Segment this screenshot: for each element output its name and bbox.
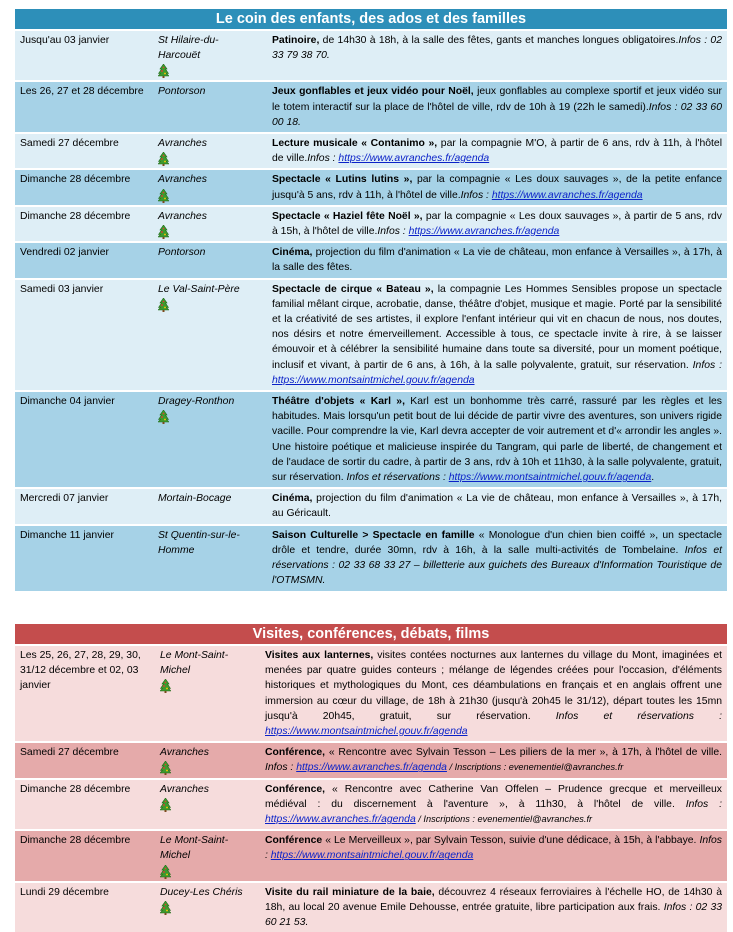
event-location: Dragey-Ronthon bbox=[153, 391, 264, 488]
event-description bbox=[260, 882, 727, 932]
event-title: Conférence, bbox=[265, 747, 326, 759]
event-title: Spectacle « Haziel fête Noël », bbox=[272, 210, 423, 222]
event-description bbox=[260, 830, 727, 881]
event-text: découvrez 4 réseaux ferroviaires à l'échelle HO, de 14h30 à 18h, au local 20 avenue Emile Dehousse, entrée gratuite, libre participation aux frais. bbox=[265, 886, 722, 913]
christmas-tree-icon bbox=[160, 901, 171, 915]
event-description bbox=[260, 742, 727, 778]
event-location: St Hilaire-du-Harcouët bbox=[153, 30, 264, 81]
event-text: Karl est un bonhomme très carré, rassuré par les règles et les habitudes. Mais lorsqu'un petit bout de lui décide de partir vivre des aventures, son univers rigide vacille. Pour comprendre la vie, Karl devra accepter de voir autrement et d'« arrondir les angles ». Une histoire poétique et malicieuse inspirée du Tangram, qui parle de liberté, de changement et de l'audace de sortir du cadre, à partir de 3 ans, rdv à 10h et 11h30, à la salle polyvalente, gratuit, sur réservation. bbox=[272, 396, 722, 484]
event-link[interactable]: https://www.montsaintmichel.gouv.fr/agenda bbox=[270, 850, 474, 862]
event-date: Les 26, 27 et 28 décembre bbox=[15, 81, 153, 133]
event-row bbox=[15, 742, 727, 778]
event-title: Visites aux lanternes, bbox=[265, 650, 374, 661]
event-date: Samedi 27 décembre bbox=[15, 133, 153, 169]
event-description bbox=[260, 645, 727, 742]
event-date: Les 25, 26, 27, 28, 29, 30, 31/12 décembre et 02, 03 janvier bbox=[15, 645, 155, 742]
event-row bbox=[15, 882, 727, 932]
event-date: Dimanche 28 décembre bbox=[15, 206, 153, 242]
event-description bbox=[260, 779, 727, 831]
event-row bbox=[15, 830, 727, 881]
event-date: Dimanche 28 décembre bbox=[15, 779, 155, 831]
event-link[interactable]: https://www.avranches.fr/agenda bbox=[265, 814, 416, 826]
christmas-tree-icon bbox=[158, 298, 169, 312]
christmas-tree-icon bbox=[158, 189, 169, 203]
event-link[interactable]: https://www.montsaintmichel.gouv.fr/agenda bbox=[448, 472, 652, 484]
event-registration: / Inscriptions : evenementiel@avranches.fr bbox=[446, 762, 624, 773]
event-info: Infos et réservations : 02 33 68 33 27 – billetterie aux guichets des Bureaux d'Information Touristique de l'OTMSMN. bbox=[272, 544, 722, 587]
event-description bbox=[264, 81, 727, 133]
event-date: Samedi 03 janvier bbox=[15, 279, 153, 391]
event-row bbox=[15, 391, 727, 488]
visits-events-table bbox=[15, 644, 727, 932]
event-location: Avranches bbox=[153, 206, 264, 242]
event-location: Avranches bbox=[155, 779, 260, 831]
event-link[interactable]: https://www.montsaintmichel.gouv.fr/agenda bbox=[272, 374, 475, 386]
event-link[interactable]: https://www.avranches.fr/agenda bbox=[296, 762, 447, 774]
event-description bbox=[264, 133, 727, 169]
event-title: Patinoire, bbox=[272, 35, 320, 46]
event-location: Mortain-Bocage bbox=[153, 488, 264, 524]
event-text: « Rencontre avec Sylvain Tesson – Les piliers de la mer », à 17h, à l'hôtel de ville. bbox=[325, 747, 722, 759]
event-title: Conférence bbox=[265, 835, 323, 847]
event-description bbox=[264, 279, 727, 391]
event-row bbox=[15, 242, 727, 278]
christmas-tree-icon bbox=[160, 798, 171, 812]
event-title: Saison Culturelle > Spectacle en famille bbox=[272, 529, 475, 541]
event-info: Infos : bbox=[265, 835, 722, 862]
event-text: par la compagnie M'O, à partir de 6 ans, rdv à 11h, à l'hôtel de ville. bbox=[272, 138, 722, 165]
christmas-tree-icon bbox=[158, 410, 169, 424]
event-title: Conférence, bbox=[265, 783, 326, 795]
event-row bbox=[15, 779, 727, 831]
event-link[interactable]: https://www.avranches.fr/agenda bbox=[338, 153, 490, 165]
event-info: Infos et réservations : bbox=[343, 472, 449, 484]
event-info: Infos : bbox=[460, 189, 492, 201]
event-location: Le Val-Saint-Père bbox=[153, 279, 264, 391]
event-row bbox=[15, 30, 727, 81]
event-info: Infos : 02 33 60 21 53. bbox=[265, 901, 722, 929]
event-row bbox=[15, 645, 727, 742]
event-info: Infos : 02 33 60 00 18. bbox=[272, 101, 722, 128]
event-row bbox=[15, 169, 727, 205]
event-date: Dimanche 04 janvier bbox=[15, 391, 153, 488]
event-date: Dimanche 28 décembre bbox=[15, 830, 155, 881]
event-description: Théâtre d'objets « Karl », Karl est un bonhomme très carré, rassuré par les règles et les habitudes. Mais lorsqu'un petit bout de lui décide de partir vivre des aventures, son univers rigide vacille. Pour comprendre la vie, Karl devra accepter de voir autrement et d'« arrondir les angles ». Une histoire poétique et malicieuse inspirée du Tangram, qui parle de liberté, de changement et de l'audace de sortir du cadre, à partir de 3 ans, rdv à 10h et 11h30, à la salle polyvalente, gratuit, sur réservation. Infos et réservations : https://www.montsaintmichel.gouv.fr/agenda. bbox=[264, 391, 727, 488]
event-title: Visite du rail miniature de la baie, bbox=[265, 886, 435, 898]
event-row bbox=[15, 206, 727, 242]
kids-section bbox=[15, 9, 727, 591]
christmas-tree-icon bbox=[160, 865, 171, 879]
event-date: Dimanche 11 janvier bbox=[15, 525, 153, 591]
event-row bbox=[15, 81, 727, 133]
event-link[interactable]: https://www.avranches.fr/agenda bbox=[408, 226, 560, 238]
event-text: par la compagnie « Les doux sauvages », à partir de 5 ans, rdv à 15h, à l'hôtel de ville. bbox=[272, 210, 723, 238]
event-text: projection du film d'animation « La vie de château, mon enfance à Versailles », à 17h, à la salle des fêtes. bbox=[272, 247, 722, 274]
event-title: Cinéma, bbox=[272, 493, 313, 505]
event-text: « Monologue d'un chien bien coiffé », un spectacle drôle et tendre, durée 30mn, rdv à 16h, à la salle multi-activités de Tombelaine. bbox=[272, 529, 723, 556]
event-info: Infos : bbox=[377, 226, 409, 238]
christmas-tree-icon bbox=[160, 679, 171, 693]
event-row bbox=[15, 133, 727, 169]
event-title: Spectacle de cirque « Bateau », bbox=[272, 283, 434, 295]
event-description bbox=[264, 30, 727, 81]
event-info: Infos : bbox=[674, 798, 723, 810]
event-row bbox=[15, 279, 727, 391]
christmas-tree-icon bbox=[160, 761, 171, 775]
christmas-tree-icon bbox=[158, 64, 169, 78]
event-date: Jusqu'au 03 janvier bbox=[15, 30, 153, 81]
event-location: Avranches bbox=[153, 169, 264, 205]
event-title: Spectacle « Lutins lutins », bbox=[272, 174, 413, 186]
christmas-tree-icon bbox=[158, 152, 169, 166]
visits-section bbox=[15, 624, 727, 932]
event-location: St Quentin-sur-le-Homme bbox=[153, 525, 264, 591]
event-text: projection du film d'animation « La vie de château, mon enfance à Versailles », à 17h, au Géricault. bbox=[272, 493, 722, 520]
event-info: Infos et réservations : bbox=[530, 710, 722, 722]
event-text: jeux gonflables au complexe sportif et jeux vidéo sur le totem interactif sur la place de l'hôtel de ville, rdv de 10h à 19 (22h le samedi). bbox=[272, 86, 722, 113]
event-location: Le Mont-Saint-Michel bbox=[155, 645, 260, 742]
event-date: Samedi 27 décembre bbox=[15, 742, 155, 778]
event-date: Mercredi 07 janvier bbox=[15, 488, 153, 524]
event-location: Pontorson bbox=[153, 81, 264, 133]
event-registration: / Inscriptions : evenementiel@avranches.fr bbox=[415, 814, 593, 825]
event-location: Pontorson bbox=[153, 242, 264, 278]
event-text: de 14h30 à 18h, à la salle des fêtes, gants et manches longues obligatoires. bbox=[319, 35, 679, 46]
event-text: par la compagnie « Les doux sauvages », de la petite enfance jusqu'à 5 ans, rdv à 11h, à l'hôtel de ville. bbox=[272, 174, 723, 201]
event-date: Dimanche 28 décembre bbox=[15, 169, 153, 205]
event-location: Avranches bbox=[155, 742, 260, 778]
event-location: Le Mont-Saint-Michel bbox=[155, 830, 260, 881]
event-location: Ducey-Les Chéris bbox=[155, 882, 260, 932]
event-text: la compagnie Les Hommes Sensibles propose un spectacle familial mêlant cirque, acrobatie, danse, théâtre d'objet, musique et magie. Porté par la sensibilité et la créativité de ses artistes, il explore l'enfant intérieur qui vit en chacun de nous, nos doutes, nos désirs et notre émerveillement. Accessible à tous, ce spectacle invite à rire, à se laisser émouvoir et à célébrer la sensibilité humaine dans toute sa diversité, pour un moment poétique, inclusif et vivant, à partir de 6 ans, à 16h, à la salle polyvalente, gratuit, sur réservation. bbox=[272, 283, 722, 371]
event-info: Infos : 02 33 79 38 70. bbox=[272, 35, 722, 62]
event-text: « Le Merveilleux », par Sylvain Tesson, suivie d'une dédicace, à 15h, à l'abbaye. bbox=[322, 835, 697, 847]
event-date: Vendredi 02 janvier bbox=[15, 242, 153, 278]
event-text: « Rencontre avec Catherine Van Offelen – Prudence grecque et merveilleux médiéval : du discernement à l'aventure », à 11h30, à l'hôtel de ville. bbox=[265, 783, 722, 810]
event-info: Infos : bbox=[688, 359, 722, 371]
event-link[interactable]: https://www.avranches.fr/agenda bbox=[491, 189, 643, 201]
event-location: Avranches bbox=[153, 133, 264, 169]
event-description bbox=[264, 488, 727, 524]
event-info: Infos : bbox=[265, 762, 297, 774]
kids-section-title: Le coin des enfants, des ados et des familles bbox=[15, 9, 727, 29]
christmas-tree-icon bbox=[158, 225, 169, 239]
event-info: Infos : bbox=[307, 153, 339, 165]
event-title: Jeux gonflables et jeux vidéo pour Noël, bbox=[272, 86, 474, 98]
event-row bbox=[15, 525, 727, 591]
event-link[interactable]: https://www.montsaintmichel.gouv.fr/agenda bbox=[265, 726, 468, 738]
kids-events-table bbox=[15, 29, 727, 591]
event-row bbox=[15, 488, 727, 524]
event-description bbox=[264, 242, 727, 278]
event-description bbox=[264, 525, 727, 591]
event-date: Lundi 29 décembre bbox=[15, 882, 155, 932]
event-title: Lecture musicale « Contanimo », bbox=[272, 138, 438, 150]
event-title: Théâtre d'objets « Karl », bbox=[272, 396, 405, 408]
event-title: Cinéma, bbox=[272, 247, 313, 259]
event-text: visites contées nocturnes aux lanternes du village du Mont, imaginées et menées par quatre guides conteurs ; mélange de légendes créées pour l'occasion, d'éléments historiques et mythologiques du Mont, ces déambulations en français et en anglais offrent une immersion au cœur du village, de 18h à 21h30 (jusqu'à 20h45 le 31/12), départ toutes les 15mn jusqu'à 20h45, gratuit, sur réservation. bbox=[265, 650, 723, 722]
event-description bbox=[264, 169, 727, 205]
visits-section-title: Visites, conférences, débats, films bbox=[15, 624, 727, 644]
event-description bbox=[264, 206, 727, 242]
